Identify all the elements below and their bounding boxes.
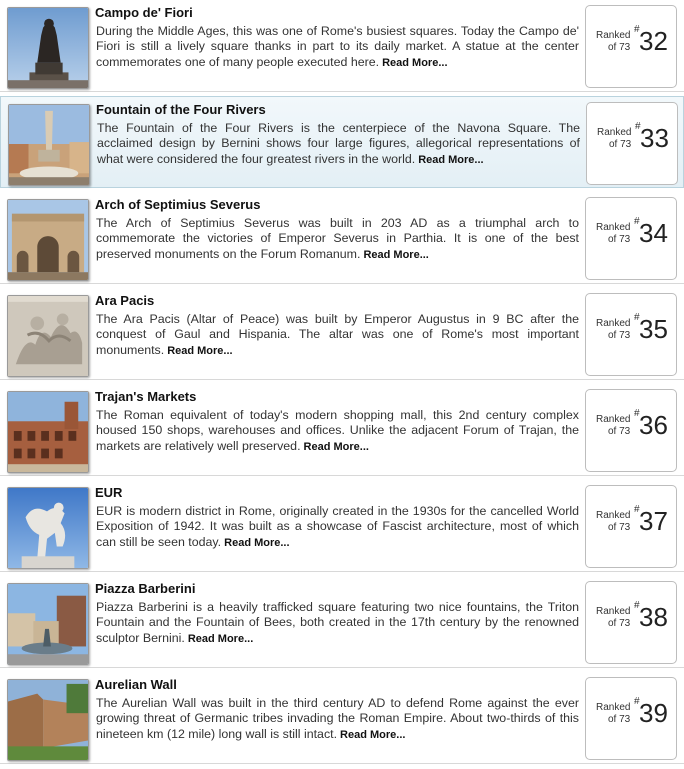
- rank-total: of 73: [608, 618, 631, 629]
- description-text: The Fountain of the Four Rivers is the centerpiece of the Navona Square. The acclaimed design by Bernini shows four large figures, allegorical representations of what were considered the four greatest rivers in the world.: [97, 121, 580, 166]
- rank-label: Ranked: [596, 318, 631, 329]
- attraction-description: [97, 121, 580, 168]
- attraction-title[interactable]: Piazza Barberini: [95, 581, 196, 596]
- rank-total: of 73: [608, 426, 631, 437]
- description-text: During the Middle Ages, this was one of Rome's busiest squares. Today the Campo de' Fiori is still a lively square thanks in part to its daily market. A statue at the center commemorates one of many people executed here.: [96, 24, 579, 69]
- rank-box: [585, 389, 677, 472]
- attraction-title[interactable]: Fountain of the Four Rivers: [96, 102, 266, 117]
- attraction-title[interactable]: Aurelian Wall: [95, 677, 177, 692]
- attraction-description: [96, 696, 579, 743]
- rank-number: 36: [639, 410, 668, 440]
- list-item: [0, 480, 684, 572]
- read-more-link[interactable]: Read More...: [418, 153, 484, 166]
- rank-label: Ranked: [597, 127, 632, 138]
- description-text: EUR is modern district in Rome, originally created in the 1930s for the cancelled World Exposition of 1942. It was built as a showcase of Fascist architecture, most of which can still be seen today.: [96, 504, 579, 549]
- rank-label: Ranked: [596, 510, 631, 521]
- relief-image-icon[interactable]: [7, 295, 89, 377]
- rank-hash: #: [634, 696, 640, 707]
- rank-total: of 73: [608, 522, 631, 533]
- attraction-description: [96, 216, 579, 263]
- rank-box: [585, 5, 677, 88]
- attraction-description: [96, 24, 579, 71]
- rank-total: of 73: [608, 234, 631, 245]
- rank-label: Ranked: [596, 606, 631, 617]
- attraction-description: [96, 504, 579, 551]
- attraction-title[interactable]: Campo de' Fiori: [95, 5, 193, 20]
- attraction-title[interactable]: Trajan's Markets: [95, 389, 197, 404]
- rank-number: 32: [639, 26, 668, 56]
- arch-image-icon[interactable]: [7, 199, 89, 281]
- attraction-title[interactable]: Arch of Septimius Severus: [95, 197, 261, 212]
- rank-box: [585, 293, 677, 376]
- rank-label: Ranked: [596, 222, 631, 233]
- attraction-title[interactable]: Ara Pacis: [95, 293, 155, 308]
- rank-number: 38: [639, 602, 668, 632]
- attraction-description: [96, 600, 579, 647]
- rank-hash: #: [634, 504, 640, 515]
- read-more-link[interactable]: Read More...: [224, 536, 290, 549]
- rank-number: 35: [639, 314, 668, 344]
- square-image-icon[interactable]: [7, 583, 89, 665]
- wall-image-icon[interactable]: [7, 679, 89, 761]
- ruins-image-icon[interactable]: [7, 391, 89, 473]
- rank-hash: #: [634, 312, 640, 323]
- list-item: [0, 288, 684, 380]
- list-item: [0, 576, 684, 668]
- fountain-image-icon[interactable]: [8, 104, 90, 186]
- rank-box: [585, 677, 677, 760]
- rank-number: 34: [639, 218, 668, 248]
- list-item: [0, 0, 684, 92]
- list-item: [0, 192, 684, 284]
- rank-total: of 73: [608, 42, 631, 53]
- rank-total: of 73: [608, 330, 631, 341]
- rank-hash: #: [634, 216, 640, 227]
- rank-hash: #: [634, 408, 640, 419]
- rank-box: [586, 102, 678, 185]
- read-more-link[interactable]: Read More...: [340, 728, 406, 741]
- statue-image-icon[interactable]: [7, 7, 89, 89]
- sculpture-image-icon[interactable]: [7, 487, 89, 569]
- attraction-title[interactable]: EUR: [95, 485, 123, 500]
- rank-number: 33: [640, 123, 669, 153]
- attraction-description: [96, 408, 579, 455]
- attraction-description: [96, 312, 579, 359]
- description-text: The Roman equivalent of today's modern shopping mall, this 2nd century complex housed 150 shops, warehouses and offices. Unlike the adjacent Forum of Trajan, the markets are relatively well preserved.: [96, 408, 579, 453]
- description-text: The Arch of Septimius Severus was built in 203 AD as a triumphal arch to commemorate the victories of Emperor Severus in Parthia. It is one of the best preserved monuments on the Forum Romanum.: [96, 216, 579, 261]
- read-more-link[interactable]: Read More...: [187, 632, 254, 645]
- description-text: The Ara Pacis (Altar of Peace) was built by Emperor Augustus in 9 BC after the conquest of Gaul and Hispania. The altar was one of Rome's most important monuments.: [96, 312, 579, 357]
- list-item: [0, 96, 684, 188]
- description-text: Piazza Barberini is a heavily trafficked square featuring two nice fountains, the Triton Fountain and the Fountain of Bees, both created in the 17th century by the renowned sculptor Bernini.: [96, 600, 579, 645]
- rank-number: 37: [639, 506, 668, 536]
- rank-total: of 73: [609, 139, 632, 150]
- description-text: The Aurelian Wall was built in the third century AD to defend Rome against the ever growing threat of Germanic tribes invading the Roman Empire. About two-thirds of this nineteen km (12 mile) long wall is still intact.: [96, 696, 579, 741]
- read-more-link[interactable]: Read More...: [167, 344, 233, 357]
- rank-box: [585, 581, 677, 664]
- read-more-link[interactable]: Read More...: [363, 248, 429, 261]
- rank-hash: #: [634, 24, 640, 35]
- list-item: [0, 384, 684, 476]
- read-more-link[interactable]: Read More...: [382, 56, 448, 69]
- read-more-link[interactable]: Read More...: [303, 440, 369, 453]
- rank-box: [585, 197, 677, 280]
- rank-hash: #: [635, 121, 641, 132]
- rank-box: [585, 485, 677, 568]
- list-item: [0, 672, 684, 764]
- rank-label: Ranked: [596, 414, 631, 425]
- rank-label: Ranked: [596, 702, 631, 713]
- rank-hash: #: [634, 600, 640, 611]
- rank-label: Ranked: [596, 30, 631, 41]
- rank-total: of 73: [608, 714, 631, 725]
- rank-number: 39: [639, 698, 668, 728]
